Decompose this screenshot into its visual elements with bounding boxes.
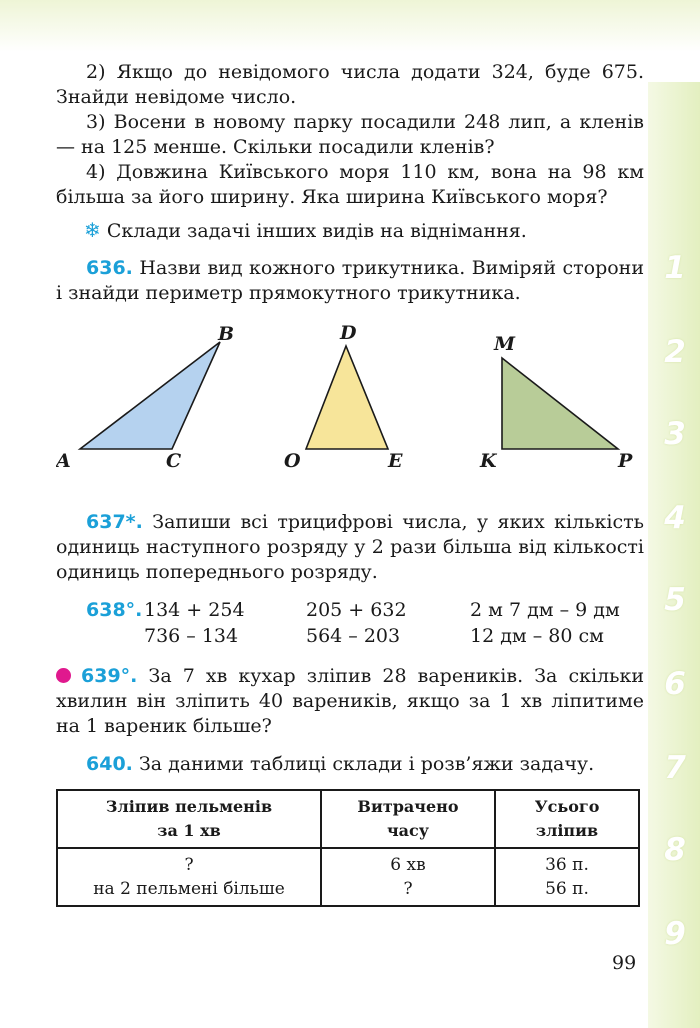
vertex-label-c: C xyxy=(166,450,182,472)
difficulty-dot-icon xyxy=(56,668,71,683)
vertex-label-d: D xyxy=(340,322,357,344)
exercise-label: 636. xyxy=(86,257,133,279)
header-line: Зліпив пельменів xyxy=(105,797,273,816)
sidebar-number: 1 xyxy=(664,250,686,286)
cell-line: 36 п. xyxy=(545,855,589,875)
sidebar-number: 5 xyxy=(664,582,686,618)
vertex-label-p: P xyxy=(618,450,633,472)
table-cell xyxy=(321,848,495,906)
exercise-text: Запиши всі трицифрові числа, у яких кількість одиниць наступного розряду у 2 рази більша від кількості одиниць попереднього розряду. xyxy=(56,511,644,583)
chapter-sidebar xyxy=(648,82,700,1028)
exercise-text: Назви вид кожного трикутника. Виміряй сторони і знайди периметр прямокутного трикутника. xyxy=(56,257,645,304)
cell-line: ? xyxy=(403,879,413,899)
vertex-label-m: M xyxy=(494,333,516,355)
problem-4: 4) Довжина Київського моря 110 км, вона на 98 км більша за його ширину. Яка ширина Київського моря? xyxy=(56,161,644,208)
header-line: за 1 хв xyxy=(157,821,221,840)
problem-2: 2) Якщо до невідомого числа додати 324, буде 675. Знайди невідоме число. xyxy=(56,61,644,108)
vertex-label-b: B xyxy=(218,323,235,345)
triangle-ode xyxy=(306,346,388,449)
task-text: Склади задачі інших видів на віднімання. xyxy=(106,220,527,242)
expression: 134 + 254 xyxy=(144,599,245,621)
snowflake-icon: ❄ xyxy=(84,218,101,242)
vertex-label-o: O xyxy=(284,450,301,472)
problem-3: 3) Восени в новому парку посадили 248 лип, а кленів — на 125 менше. Скільки посадили кленів? xyxy=(56,111,644,158)
header-line: часу xyxy=(386,821,430,840)
data-table xyxy=(56,789,640,907)
exercise-636 xyxy=(56,256,644,306)
table-header-row xyxy=(57,790,639,848)
sidebar-number: 7 xyxy=(664,750,686,786)
page-number: 99 xyxy=(612,952,637,974)
expression: 12 дм – 80 см xyxy=(470,625,604,647)
exercise-640 xyxy=(56,752,644,777)
exercise-637 xyxy=(56,510,644,585)
expression: 2 м 7 дм – 9 дм xyxy=(470,599,620,621)
exercise-label: 640. xyxy=(86,753,133,775)
cell-line: на 2 пельмені більше xyxy=(93,879,285,899)
expression: 564 – 203 xyxy=(306,625,401,647)
table-header-cell xyxy=(495,790,639,848)
triangles-figure xyxy=(56,322,644,492)
exercise-label: 638°. xyxy=(86,599,143,621)
exercise-text: За 7 хв кухар зліпив 28 вареників. За скільки хвилин він зліпить 40 вареників, якщо за 1 хв ліпитиме на 1 вареник більше? xyxy=(56,665,644,737)
header-line: зліпив xyxy=(535,821,599,840)
exercise-639 xyxy=(56,664,644,739)
task-line xyxy=(84,218,644,244)
sidebar-number: 4 xyxy=(664,500,686,536)
triangle-abc xyxy=(80,342,220,449)
table-header-cell xyxy=(321,790,495,848)
table-cell xyxy=(495,848,639,906)
header-line: Витрачено xyxy=(357,797,459,816)
header-line: Усього xyxy=(534,797,600,816)
sidebar-number: 8 xyxy=(664,832,686,868)
triangle-kmp xyxy=(502,358,618,449)
expression: 736 – 134 xyxy=(144,625,239,647)
vertex-label-a: A xyxy=(56,450,71,472)
sidebar-number: 6 xyxy=(664,666,686,702)
exercise-text: За даними таблиці склади і розв’яжи задачу. xyxy=(138,753,595,775)
vertex-label-e: E xyxy=(388,450,403,472)
cell-line: ? xyxy=(184,855,194,875)
table-cell xyxy=(57,848,321,906)
table-header-cell xyxy=(57,790,321,848)
vertex-label-k: K xyxy=(480,450,497,472)
cell-line: 56 п. xyxy=(545,879,589,899)
exercise-label: 637*. xyxy=(86,511,143,533)
sidebar-number: 9 xyxy=(664,916,686,952)
table-row xyxy=(57,848,639,906)
sidebar-number: 3 xyxy=(664,416,686,452)
sidebar-number: 2 xyxy=(664,334,686,370)
cell-line: 6 хв xyxy=(390,855,426,875)
exercise-label: 639°. xyxy=(81,665,138,687)
top-band xyxy=(0,0,700,52)
expression: 205 + 632 xyxy=(306,599,407,621)
